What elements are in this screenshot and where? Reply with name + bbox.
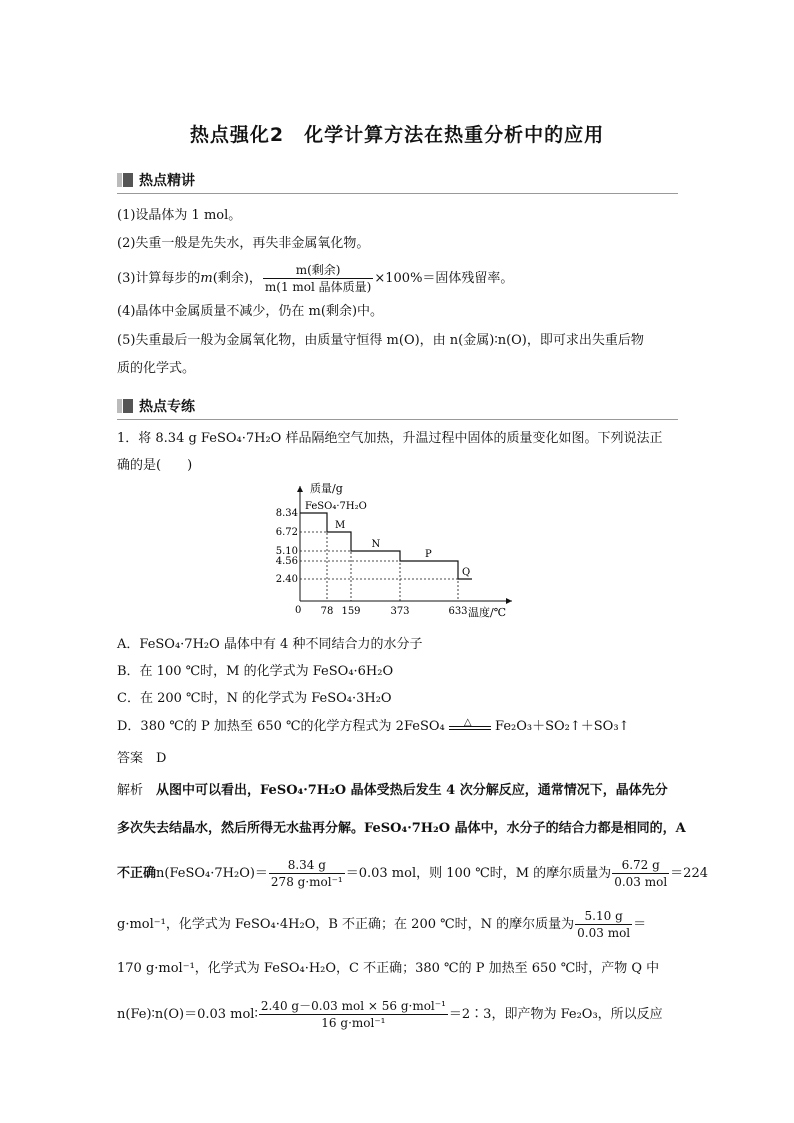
fraction-oxygen-numerator: 2.40 g－0.03 mol × 56 g·mol⁻¹ (260, 999, 446, 1013)
fraction-moles-denominator: 278 g·mol⁻¹ (270, 875, 343, 889)
x-tick-label: 78 (320, 606, 334, 617)
y-axis-arrow (297, 486, 303, 492)
step-label: FeSO₄·7H₂O (305, 501, 367, 512)
question-stem-line-2: 确的是( ) (117, 458, 193, 473)
mass-step-line (300, 513, 472, 579)
fraction-m-numerator: 6.72 g (612, 857, 669, 874)
step-label: N (371, 539, 381, 550)
fraction-oxygen-denominator: 16 g·mol⁻¹ (321, 1016, 386, 1030)
answer-line (117, 750, 166, 768)
chart-y-ticks (276, 508, 298, 585)
analysis-text-1: 从图中可以看出，FeSO₄·7H₂O 晶体受热后发生 4 次分解反应，通常情况下，晶体先分 (156, 783, 668, 798)
point-5-line-2: 质的化学式。 (117, 361, 196, 376)
step-label: P (425, 549, 432, 560)
chart-step-series (300, 513, 472, 579)
fraction-n-denominator: 0.03 mol (577, 926, 631, 940)
section-heading-label: 热点专练 (139, 399, 195, 415)
step-label: Q (462, 567, 471, 578)
fraction-m-molar (612, 857, 669, 890)
y-tick-label: 8.34 (275, 508, 298, 519)
option-d (117, 718, 629, 736)
analysis-label: 解析 (117, 783, 144, 798)
option-a: A．FeSO₄·7H₂O 晶体中有 4 种不同结合力的水分子 (117, 637, 423, 652)
point-3-remain: (剩余)， (212, 271, 262, 286)
analysis-4-pre: g·mol⁻¹，化学式为 FeSO₄·4H₂O，B 不正确；在 200 ℃时，N 的摩尔质量为 (117, 917, 575, 932)
analysis-6-post: ＝2∶3，即产物为 Fe₂O₃，所以反应 (448, 1007, 663, 1022)
analysis-line-6 (117, 998, 663, 1031)
x-tick-label: 159 (341, 606, 361, 617)
y-tick-label: 5.10 (275, 546, 298, 557)
fraction-moles-numerator: 8.34 g (269, 857, 345, 874)
heating-equals-sign (449, 716, 491, 734)
origin-label: 0 (295, 605, 302, 616)
analysis-line-2: 多次失去结晶水，然后所得无水盐再分解。FeSO₄·7H₂O 晶体中，水分子的结合力都是相同的，A (117, 821, 686, 836)
x-axis-arrow (506, 598, 512, 604)
x-tick-label: 633 (448, 606, 468, 617)
analysis-3-n: n(FeSO₄·7H₂O)＝ (156, 866, 268, 881)
point-1: (1)设晶体为 1 mol。 (117, 208, 242, 223)
analysis-3-prefix: 不正确 (117, 866, 157, 881)
analysis-3-mid: ＝0.03 mol，则 100 ℃时，M 的摩尔质量为 (345, 866, 612, 881)
fraction-moles (269, 857, 345, 890)
question-stem-line-1: 1．将 8.34 g FeSO₄·7H₂O 样品隔绝空气加热，升温过程中固体的质量变化如图。下列说法正 (117, 431, 663, 446)
analysis-line-5: 170 g·mol⁻¹，化学式为 FeSO₄·H₂O，C 不正确；380 ℃的 P 加热至 650 ℃时，产物 Q 中 (117, 961, 660, 976)
section-heading-label: 热点精讲 (139, 173, 195, 189)
chart-x-ticks (321, 606, 468, 617)
option-d-products: Fe₂O₃＋SO₂↑＋SO₃↑ (495, 719, 630, 734)
point-3-m: m (200, 271, 213, 286)
heating-condition: △ (463, 716, 472, 728)
x-axis-label: 温度/℃ (468, 606, 507, 619)
residue-fraction-numerator: m(剩余) (263, 262, 373, 279)
fraction-oxygen (259, 998, 448, 1031)
page-title: 热点强化2 化学计算方法在热重分析中的应用 (189, 124, 605, 146)
y-axis-label: 质量/g (310, 482, 343, 495)
fraction-n-molar (575, 908, 632, 941)
analysis-3-post: ＝224 (670, 866, 708, 881)
point-4: (4)晶体中金属质量不减少，仍在 m(剩余)中。 (117, 304, 384, 319)
chart-step-labels (305, 501, 470, 578)
y-tick-label: 4.56 (275, 556, 298, 567)
section-divider (117, 419, 678, 420)
fraction-m-denominator: 0.03 mol (614, 875, 668, 889)
analysis-4-post: ＝ (633, 917, 647, 932)
step-label: M (335, 520, 346, 531)
section-marker-icon (117, 173, 133, 187)
point-3-suffix: ×100%＝固体残留率。 (374, 271, 514, 286)
option-c: C．在 200 ℃时，N 的化学式为 FeSO₄·3H₂O (117, 691, 392, 706)
option-b: B．在 100 ℃时，M 的化学式为 FeSO₄·6H₂O (117, 664, 394, 679)
analysis-line-3 (117, 857, 708, 890)
option-d-prefix: D．380 ℃的 P 加热至 650 ℃的化学方程式为 2FeSO₄ (117, 719, 445, 734)
point-2: (2)失重一般是先失水，再失非金属氧化物。 (117, 236, 370, 251)
point-3-prefix: (3)计算每步的 (117, 271, 201, 286)
answer-value: D (156, 751, 167, 766)
section-heading-explain (117, 170, 195, 190)
answer-label: 答案 (117, 751, 144, 766)
analysis-6-pre: n(Fe)∶n(O)＝0.03 mol∶ (117, 1007, 258, 1022)
thermogravimetric-chart (272, 480, 522, 620)
y-tick-label: 2.40 (275, 574, 298, 585)
residue-fraction-denominator: m(1 mol 晶体质量) (264, 280, 372, 294)
section-marker-icon (117, 399, 133, 413)
section-divider (117, 193, 678, 194)
point-5-line-1: (5)失重最后一般为金属氧化物，由质量守恒得 m(O)，由 n(金属)∶n(O)，即可求出失重后物 (117, 333, 644, 348)
x-tick-label: 373 (390, 606, 410, 617)
y-tick-label: 6.72 (275, 527, 298, 538)
point-3 (117, 262, 513, 295)
section-heading-practice (117, 396, 195, 416)
fraction-n-numerator: 5.10 g (575, 908, 632, 925)
analysis-line-1 (117, 782, 668, 800)
chart-guide-lines (300, 513, 458, 601)
analysis-line-4 (117, 908, 646, 941)
residue-fraction (263, 262, 373, 295)
